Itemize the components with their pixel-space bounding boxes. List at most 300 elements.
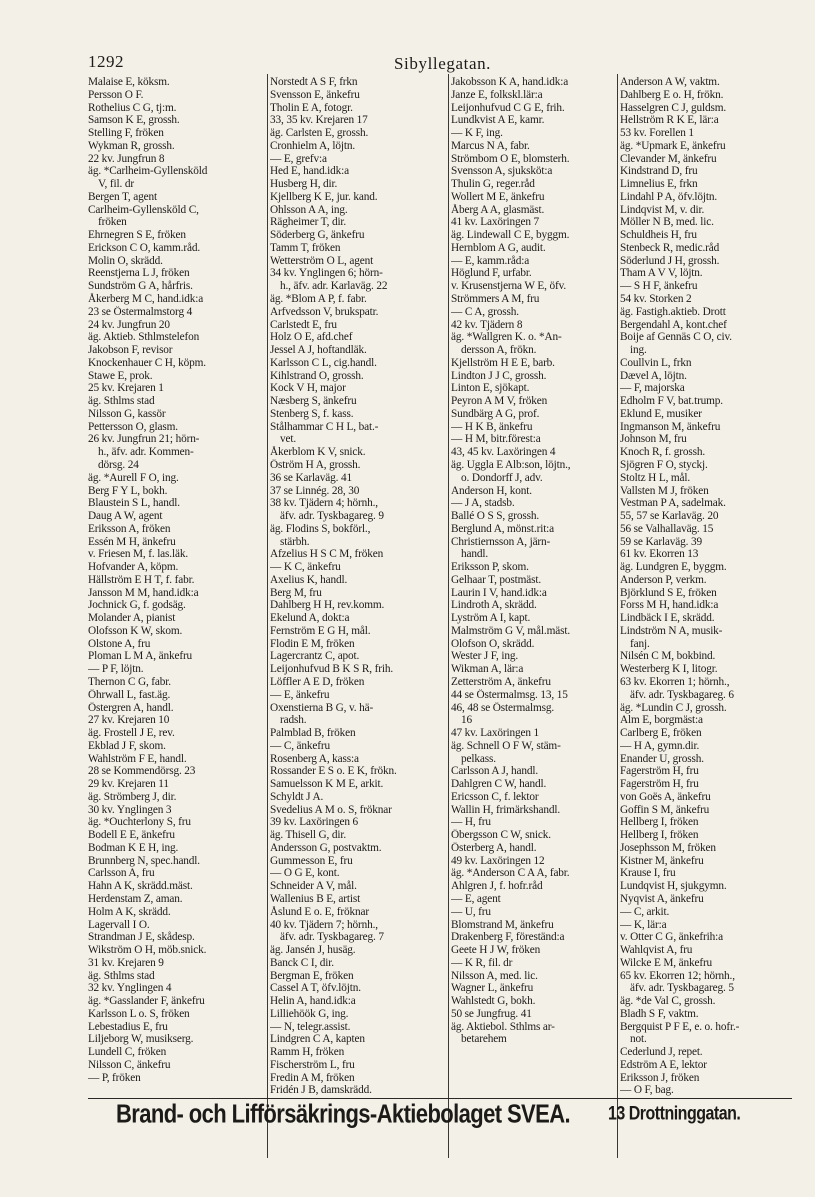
directory-entry: Carlberg E, fröken bbox=[620, 727, 702, 740]
directory-entry: — H M, bitr.förest:a bbox=[451, 433, 541, 446]
directory-entry: Coullvin L, frkn bbox=[620, 356, 692, 369]
directory-entry: — P F, löjtn. bbox=[88, 663, 144, 676]
directory-entry: Strömmers A M, fru bbox=[451, 293, 540, 306]
directory-entry: Liljeborg W, musikserg. bbox=[88, 1033, 194, 1046]
directory-entry: 42 kv. Tjädern 8 bbox=[451, 318, 523, 331]
directory-entry: Krause I, fru bbox=[620, 867, 676, 880]
directory-entry: Fernström E G H, mål. bbox=[270, 624, 371, 637]
directory-entry: Ericsson C, f. lektor bbox=[451, 790, 539, 803]
directory-entry: äg. Aktieb. Sthlmstelefon bbox=[88, 331, 200, 344]
directory-entry: Hällström E H T, f. fabr. bbox=[88, 573, 195, 586]
directory-entry: Jakobson F, revisor bbox=[88, 344, 173, 357]
directory-entry: Nilsson A, med. lic. bbox=[451, 969, 538, 982]
directory-entry: Blomstrand M, änkefru bbox=[451, 918, 554, 931]
directory-entry: 23 se Östermalmstorg 4 bbox=[88, 305, 193, 318]
directory-entry: Lagercrantz C, apot. bbox=[270, 650, 360, 663]
directory-entry: — U, fru bbox=[451, 905, 491, 918]
directory-entry: Zetterström A, änkefru bbox=[451, 675, 551, 688]
directory-entry: 59 se Karlaväg. 39 bbox=[620, 535, 702, 548]
directory-entry: 22 kv. Jungfrun 8 bbox=[88, 152, 165, 165]
directory-entry: Samson K E, grossh. bbox=[88, 114, 180, 127]
directory-entry: dersson A, frökn. bbox=[461, 344, 537, 357]
directory-entry: Lindahl P A, öfv.löjtn. bbox=[620, 190, 718, 203]
directory-entry: Kihlstrand O, grossh. bbox=[270, 369, 364, 382]
directory-entry: äg. *Lundin C J, grossh. bbox=[620, 701, 727, 714]
directory-entry: Forss M H, hand.idk:a bbox=[620, 599, 719, 612]
directory-entry: Berg F Y L, bokh. bbox=[88, 484, 168, 497]
directory-entry: pelkass. bbox=[461, 752, 496, 765]
directory-entry: äg. Jansén J, husäg. bbox=[270, 944, 356, 957]
directory-entry: Geete H J W, fröken bbox=[451, 944, 541, 957]
column-divider bbox=[617, 74, 618, 1158]
directory-entry: äg. Carlsten E, grossh. bbox=[270, 127, 369, 140]
directory-entry: 33, 35 kv. Krejaren 17 bbox=[270, 114, 368, 127]
directory-entry: Karlsson C L, cig.handl. bbox=[270, 356, 377, 369]
directory-entry: Tholin E A, fotogr. bbox=[270, 101, 353, 114]
directory-entry: Söderberg G, änkefru bbox=[270, 229, 365, 242]
directory-entry: fanj. bbox=[630, 637, 650, 650]
directory-entry: äfv. adr. Tyskbagareg. 6 bbox=[630, 688, 734, 701]
advertisement-footer bbox=[88, 1098, 792, 1129]
directory-entry: Holz O E, afd.chef bbox=[270, 331, 353, 344]
directory-entry: Tamm T, fröken bbox=[270, 241, 341, 254]
directory-entry: Janze E, folkskl.lär:a bbox=[451, 88, 543, 101]
directory-entry: 44 se Östermalmsg. 13, 15 bbox=[451, 688, 568, 701]
directory-entry: Goffin S M, änkefru bbox=[620, 803, 710, 816]
directory-entry: Svensson A, sjuksköt:a bbox=[451, 165, 553, 178]
directory-entry: Anderson P, verkm. bbox=[620, 573, 707, 586]
directory-entry: Ekelund A, dokt:a bbox=[270, 612, 350, 625]
directory-entry: Afzelius H S C M, fröken bbox=[270, 548, 384, 561]
directory-entry: Jansson M M, hand.idk:a bbox=[88, 586, 199, 599]
directory-entry: Sundbärg A G, prof. bbox=[451, 407, 540, 420]
directory-entry: 32 kv. Ynglingen 4 bbox=[88, 982, 172, 995]
directory-entry: 36 se Karlaväg. 41 bbox=[270, 471, 352, 484]
directory-entry: 30 kv. Ynglingen 3 bbox=[88, 803, 172, 816]
directory-entry: äg. *Aurell F O, ing. bbox=[88, 471, 179, 484]
directory-entry: Lilliehöök G, ing. bbox=[270, 1007, 349, 1020]
directory-entry: von Goës A, änkefru bbox=[620, 790, 711, 803]
directory-entry: Cronhielm A, löjtn. bbox=[270, 139, 356, 152]
directory-entry: Ehrnegren S E, fröken bbox=[88, 229, 186, 242]
directory-entry: Linton E, sjökapt. bbox=[451, 382, 530, 395]
directory-entry: Enander U, grossh. bbox=[620, 752, 704, 765]
directory-entry: Malaise E, köksm. bbox=[88, 76, 170, 88]
directory-entry: Ohlsson A A, ing. bbox=[270, 203, 348, 216]
directory-entry: Ballé O S S, grossh. bbox=[451, 510, 540, 523]
directory-entry: Carlsson A, fru bbox=[88, 867, 155, 880]
directory-entry: Öhrwall L, fast.äg. bbox=[88, 688, 171, 701]
directory-entry: Wikman A, lär:a bbox=[451, 663, 524, 676]
directory-entry: Lindbäck I E, skrädd. bbox=[620, 612, 715, 625]
directory-entry: Kindstrand D, fru bbox=[620, 165, 698, 178]
directory-entry: Öbergsson C W, snick. bbox=[451, 829, 551, 842]
directory-entry: Clevander M, änkefru bbox=[620, 152, 717, 165]
directory-entry: Josephsson M, fröken bbox=[620, 841, 716, 854]
directory-entry: Wester J F, ing. bbox=[451, 650, 519, 663]
directory-entry: Næsberg S, änkefru bbox=[270, 395, 357, 408]
directory-entry: Malmström G V, mål.mäst. bbox=[451, 624, 570, 637]
directory-entry: Brunnberg N, spec.handl. bbox=[88, 854, 200, 867]
directory-entry bbox=[451, 1084, 617, 1097]
directory-entry bbox=[451, 1046, 617, 1059]
directory-entry: äg. *Wallgren K. o. *An- bbox=[451, 331, 562, 344]
directory-entry: Hellberg I, fröken bbox=[620, 829, 699, 842]
directory-entry: Gelhaar T, postmäst. bbox=[451, 573, 542, 586]
directory-entry: Axelius K, handl. bbox=[270, 573, 348, 586]
directory-entry: Hernblom A G, audit. bbox=[451, 241, 546, 254]
directory-entry: Anderson H, kont. bbox=[451, 484, 532, 497]
directory-entry: — C, arkit. bbox=[620, 905, 670, 918]
directory-entry: Vestman P A, sadelmak. bbox=[620, 497, 726, 510]
directory-entry: vet. bbox=[280, 433, 297, 446]
directory-entry: äg. Strömberg J, dir. bbox=[88, 790, 177, 803]
directory-entry: — E, grefv:a bbox=[270, 152, 327, 165]
directory-entry: äg. *Blom A P, f. fabr. bbox=[270, 293, 367, 306]
directory-entry: Anderson A W, vaktm. bbox=[620, 76, 720, 88]
directory-entry: Lindqvist M, v. dir. bbox=[620, 203, 705, 216]
directory-entry: Fagerström H, fru bbox=[620, 765, 699, 778]
directory-entry: Pettersson O, glasm. bbox=[88, 420, 178, 433]
directory-entry: äg. Sthlms stad bbox=[88, 395, 155, 408]
directory-entry: Daug A W, agent bbox=[88, 510, 163, 523]
directory-entry: ing. bbox=[630, 344, 647, 357]
directory-entry: 54 kv. Storken 2 bbox=[620, 293, 692, 306]
directory-entry: 25 kv. Krejaren 1 bbox=[88, 382, 164, 395]
directory-entry: Ahlgren J, f. hofr.råd bbox=[451, 880, 543, 893]
directory-entry: Herdenstam Z, aman. bbox=[88, 893, 183, 905]
directory-entry: Åslund E o. E, fröknar bbox=[270, 905, 369, 918]
directory-entry: Tham A V V, löjtn. bbox=[620, 267, 703, 280]
directory-entry: äg. Fastigh.aktieb. Drott bbox=[620, 305, 726, 318]
directory-entry: Vallsten M J, fröken bbox=[620, 484, 709, 497]
directory-entry: 55, 57 se Karlaväg. 20 bbox=[620, 510, 719, 523]
directory-entry: Hellberg I, fröken bbox=[620, 816, 699, 829]
directory-entry: — E, kamm.råd:a bbox=[451, 254, 530, 267]
directory-entry: — P, fröken bbox=[88, 1071, 141, 1084]
directory-entry: Knoch R, f. grossh. bbox=[620, 446, 706, 459]
directory-entry: Svensson E, änkefru bbox=[270, 88, 360, 101]
directory-entry: äg. *Gasslander F, änkefru bbox=[88, 995, 205, 1008]
directory-entry: h., äfv. adr. Karlaväg. 22 bbox=[280, 280, 388, 293]
directory-entry: Hed E, hand.idk:a bbox=[270, 165, 350, 178]
directory-entry bbox=[451, 1072, 617, 1085]
directory-entry: Marcus N A, fabr. bbox=[451, 139, 530, 152]
directory-entry: Carlheim-Gyllensköld C, bbox=[88, 203, 199, 216]
directory-entry: Schyldt J A. bbox=[270, 790, 324, 803]
directory-entry: betarehem bbox=[461, 1033, 507, 1046]
directory-entry: 43, 45 kv. Laxöringen 4 bbox=[451, 446, 556, 459]
directory-entry: — F, majorska bbox=[620, 382, 685, 395]
directory-entry: 39 kv. Laxöringen 6 bbox=[270, 816, 359, 829]
directory-entry: Laurin I V, hand.idk:a bbox=[451, 586, 547, 599]
directory-entry: Kjellberg K E, jur. kand. bbox=[270, 190, 378, 203]
directory-entry: Limnelius E, frkn bbox=[620, 178, 698, 191]
directory-entry: Östergren A, handl. bbox=[88, 701, 174, 714]
directory-entry: 40 kv. Tjädern 7; hörnh., bbox=[270, 918, 378, 931]
directory-entry: Dahlberg E o. H, frökn. bbox=[620, 88, 724, 101]
directory-entry: Hellström R K E, lär:a bbox=[620, 114, 719, 127]
directory-entry: Nilsson G, kassör bbox=[88, 407, 166, 420]
directory-entry: Eriksson A, fröken bbox=[88, 522, 171, 535]
directory-entry: äg. Aktiebol. Sthlms ar- bbox=[451, 1020, 555, 1033]
directory-column-2 bbox=[270, 76, 448, 1097]
directory-entry: — N, telegr.assist. bbox=[270, 1020, 351, 1033]
directory-entry: Wagner L, änkefru bbox=[451, 982, 534, 995]
directory-entry: Lindroth A, skrädd. bbox=[451, 599, 537, 612]
directory-entry: Samuelsson K M E, arkit. bbox=[270, 778, 384, 791]
directory-entry: 61 kv. Ekorren 13 bbox=[620, 548, 699, 561]
directory-entry: Åkerberg M C, hand.idk:a bbox=[88, 293, 204, 306]
directory-entry: Westerberg K I, litogr. bbox=[620, 663, 718, 676]
directory-entry: Wollert M E, änkefru bbox=[451, 190, 545, 203]
directory-entry: Strömbom O E, blomsterh. bbox=[451, 152, 570, 165]
directory-entry: h., äfv. adr. Kommen- bbox=[98, 446, 194, 459]
directory-entry: Löffler A E D, fröken bbox=[270, 675, 365, 688]
directory-entry: Höglund F, urfabr. bbox=[451, 267, 532, 280]
directory-entry: — O G E, kont. bbox=[270, 867, 340, 880]
directory-entry: Edström A E, lektor bbox=[620, 1058, 707, 1071]
directory-entry: Bodell E E, änkefru bbox=[88, 829, 175, 842]
directory-entry: Thernon C G, fabr. bbox=[88, 675, 171, 688]
directory-entry: 56 se Valhallaväg. 15 bbox=[620, 522, 714, 535]
directory-entry: äfv. adr. Tyskbagareg. 7 bbox=[280, 931, 384, 944]
directory-entry: Schuldheis H, fru bbox=[620, 229, 697, 242]
directory-entry: o. Dondorff J, adv. bbox=[461, 471, 543, 484]
directory-entry: äg. Thisell G, dir. bbox=[270, 829, 347, 842]
directory-entry: Lindström N A, musik- bbox=[620, 624, 723, 637]
directory-entry: Carlsson A J, handl. bbox=[451, 765, 539, 778]
directory-entry: — H A, gymn.dir. bbox=[620, 739, 700, 752]
directory-entry: Nyqvist A, änkefru bbox=[620, 893, 704, 905]
directory-entry: Banck C I, dir. bbox=[270, 956, 334, 969]
directory-entry: Rägheimer T, dir. bbox=[270, 216, 347, 229]
directory-entry: Stenbeck R, medic.råd bbox=[620, 241, 720, 254]
directory-entry: Lindgren C A, kapten bbox=[270, 1033, 365, 1046]
directory-entry: — E, änkefru bbox=[270, 688, 330, 701]
directory-entry: Kistner M, änkefru bbox=[620, 854, 704, 867]
directory-entry: Molin O, skrädd. bbox=[88, 254, 163, 267]
directory-entry: — K C, änkefru bbox=[270, 561, 341, 574]
directory-entry: Olstone A, fru bbox=[88, 637, 151, 650]
directory-entry: Sjögren F O, styckj. bbox=[620, 458, 708, 471]
directory-column-1 bbox=[88, 76, 268, 1084]
directory-entry: Persson O F. bbox=[88, 88, 144, 101]
directory-entry: Åkerblom K V, snick. bbox=[270, 446, 366, 459]
directory-entry: Jochnick G, f. godsäg. bbox=[88, 599, 186, 612]
directory-entry: — H, fru bbox=[451, 816, 491, 829]
advertiser-name: Brand- och Lifförsäkrings-Aktiebolaget SVEA. bbox=[116, 1099, 571, 1129]
directory-entry: Wikström O H, möb.snick. bbox=[88, 944, 207, 957]
page-number: 1292 bbox=[88, 52, 124, 71]
directory-entry: Åberg A A, glasmäst. bbox=[451, 203, 545, 216]
directory-entry: radsh. bbox=[280, 714, 307, 727]
directory-entry: — C A, grossh. bbox=[451, 305, 519, 318]
directory-entry: äg. *Ouchterlony S, fru bbox=[88, 816, 191, 829]
directory-entry: Stawe E, prok. bbox=[88, 369, 153, 382]
directory-entry: Lebestadius E, fru bbox=[88, 1020, 168, 1033]
directory-entry: Leijonhufvud C G E, frih. bbox=[451, 101, 565, 114]
directory-entry: Hofvander A, köpm. bbox=[88, 561, 179, 574]
advertiser-address: 13 Drottninggatan. bbox=[608, 1104, 741, 1125]
directory-entry: Wallin H, frimärkshandl. bbox=[451, 803, 561, 816]
directory-entry: Kjellström H E E, barb. bbox=[451, 356, 555, 369]
directory-entry: Wahlqvist A, fru bbox=[620, 944, 693, 957]
directory-entry: 50 se Jungfrug. 41 bbox=[451, 1007, 532, 1020]
directory-entry: Karlsson L o. S, fröken bbox=[88, 1007, 190, 1020]
directory-entry: Stelling F, fröken bbox=[88, 127, 164, 140]
directory-entry: 34 kv. Ynglingen 6; hörn- bbox=[270, 267, 383, 280]
directory-entry: Österberg A, handl. bbox=[451, 841, 537, 854]
directory-entry: — O F, bag. bbox=[620, 1084, 674, 1097]
directory-entry bbox=[451, 1059, 617, 1072]
directory-entry: äg. Lindewall C E, byggm. bbox=[451, 229, 570, 242]
directory-entry: Dahlberg H H, rev.komm. bbox=[270, 599, 385, 612]
directory-entry: handl. bbox=[461, 548, 489, 561]
directory-entry: Nilsén C M, bokbind. bbox=[620, 650, 716, 663]
directory-entry: Bergquist P F E, e. o. hofr.- bbox=[620, 1020, 740, 1033]
directory-entry: äg. Lundgren E, byggm. bbox=[620, 561, 727, 574]
directory-entry: — K, lär:a bbox=[620, 918, 667, 931]
directory-entry: Thulin G, reger.råd bbox=[451, 178, 535, 191]
directory-entry: Oxenstierna B G, v. hä- bbox=[270, 701, 374, 714]
directory-column-3 bbox=[451, 76, 617, 1097]
directory-entry: 41 kv. Laxöringen 7 bbox=[451, 216, 540, 229]
directory-entry: 29 kv. Krejaren 11 bbox=[88, 778, 169, 791]
directory-entry: Helin A, hand.idk:a bbox=[270, 995, 356, 1008]
directory-entry: Husberg H, dir. bbox=[270, 178, 338, 191]
directory-entry: dörsg. 24 bbox=[98, 458, 139, 471]
directory-entry: — C, änkefru bbox=[270, 739, 331, 752]
directory-entry: äfv. adr. Tyskbagareg. 5 bbox=[630, 982, 734, 995]
directory-entry: v. Otter C G, änkefrih:a bbox=[620, 931, 723, 944]
directory-entry: 16 bbox=[461, 714, 472, 727]
directory-entry: äg. Schnell O F W, stäm- bbox=[451, 739, 561, 752]
directory-entry: Olofsson K W, skom. bbox=[88, 624, 183, 637]
directory-entry: Gummesson E, fru bbox=[270, 854, 353, 867]
directory-column-4 bbox=[620, 76, 804, 1097]
directory-entry: Erickson C O, kamm.råd. bbox=[88, 241, 201, 254]
directory-entry: Hasselgren C J, guldsm. bbox=[620, 101, 727, 114]
directory-entry: Svedelius A M o. S, fröknar bbox=[270, 803, 392, 816]
directory-entry: Stenberg S, f. kass. bbox=[270, 407, 354, 420]
directory-entry: äg. *Anderson C A A, fabr. bbox=[451, 867, 570, 880]
directory-entry: Lagervall I O. bbox=[88, 918, 150, 931]
directory-entry: Rossander E S o. E K, frökn. bbox=[270, 765, 397, 778]
directory-entry: Dævel A, löjtn. bbox=[620, 369, 687, 382]
directory-entry: 37 se Linnég. 28, 30 bbox=[270, 484, 360, 497]
directory-entry: 63 kv. Ekorren 1; hörnh., bbox=[620, 675, 730, 688]
directory-entry: — K R, fil. dr bbox=[451, 956, 513, 969]
directory-entry: fröken bbox=[98, 216, 127, 229]
directory-entry: Cederlund J, repet. bbox=[620, 1046, 703, 1059]
directory-entry: Andersson G, postvaktm. bbox=[270, 841, 382, 854]
directory-entry: Eriksson J, fröken bbox=[620, 1071, 700, 1084]
directory-entry: äg. *de Val C, grossh. bbox=[620, 995, 716, 1008]
directory-entry: Ploman L M A, änkefru bbox=[88, 650, 193, 663]
directory-entry: Berglund A, mönst.rit:a bbox=[451, 522, 555, 535]
directory-entry: Sundström G A, hårfris. bbox=[88, 280, 193, 293]
directory-entry: Wykman R, grossh. bbox=[88, 139, 175, 152]
directory-entry: Eklund E, musiker bbox=[620, 407, 702, 420]
directory-entry: Peyron A M V, fröken bbox=[451, 395, 548, 408]
directory-entry: Arfvedsson V, brukspatr. bbox=[270, 305, 379, 318]
directory-entry: — K F, ing. bbox=[451, 127, 503, 140]
directory-entry: Wallenius B E, artist bbox=[270, 893, 361, 905]
directory-entry: äg. Sthlms stad bbox=[88, 969, 155, 982]
directory-entry: 28 se Kommendörsg. 23 bbox=[88, 765, 196, 778]
directory-entry: not. bbox=[630, 1033, 647, 1046]
directory-entry: Blaustein S L, handl. bbox=[88, 497, 180, 510]
directory-entry: Kock V H, major bbox=[270, 382, 346, 395]
directory-entry: Bladh S F, vaktm. bbox=[620, 1007, 699, 1020]
directory-entry: Fredin A M, fröken bbox=[270, 1071, 355, 1084]
directory-entry: Söderlund J H, grossh. bbox=[620, 254, 720, 267]
directory-entry: Bodman K E H, ing. bbox=[88, 841, 179, 854]
directory-entry: Fagerström H, fru bbox=[620, 778, 699, 791]
directory-entry: Reenstjerna L J, fröken bbox=[88, 267, 190, 280]
directory-entry: Fischerström L, fru bbox=[270, 1058, 355, 1071]
directory-entry: 24 kv. Jungfrun 20 bbox=[88, 318, 170, 331]
directory-entry: Jakobsson K A, hand.idk:a bbox=[451, 76, 569, 88]
directory-entry: Ramm H, fröken bbox=[270, 1046, 345, 1059]
directory-entry: 26 kv. Jungfrun 21; hörn- bbox=[88, 433, 200, 446]
directory-entry: Knockenhauer C H, köpm. bbox=[88, 356, 206, 369]
directory-entry: 49 kv. Laxöringen 12 bbox=[451, 854, 545, 867]
directory-entry: Bergendahl A, kont.chef bbox=[620, 318, 727, 331]
directory-entry: 31 kv. Krejaren 9 bbox=[88, 956, 164, 969]
directory-entry: Wilcke E M, änkefru bbox=[620, 956, 713, 969]
directory-entry: Hahn A K, skrädd.mäst. bbox=[88, 880, 193, 893]
directory-entry: 47 kv. Laxöringen 1 bbox=[451, 727, 540, 740]
directory-entry: Carlstedt E, fru bbox=[270, 318, 337, 331]
directory-entry: Molander A, pianist bbox=[88, 612, 176, 625]
directory-entry: 38 kv. Tjädern 4; hörnh., bbox=[270, 497, 378, 510]
directory-entry: Lundkvist A E, kamr. bbox=[451, 114, 545, 127]
page-title: Sibyllegatan. bbox=[394, 54, 492, 73]
directory-entry: Edholm F V, bat.trump. bbox=[620, 395, 723, 408]
directory-entry: äg. Uggla E Alb:son, löjtn., bbox=[451, 458, 571, 471]
directory-entry: — S H F, änkefru bbox=[620, 280, 698, 293]
directory-entry: V, fil. dr bbox=[98, 178, 134, 191]
directory-entry: Öström H A, grossh. bbox=[270, 458, 361, 471]
directory-entry: Eriksson P, skom. bbox=[451, 561, 529, 574]
directory-entry: Fridén J B, damskrädd. bbox=[270, 1084, 372, 1097]
directory-entry: Bergman E, fröken bbox=[270, 969, 354, 982]
directory-entry: — E, agent bbox=[451, 893, 501, 905]
directory-entry: äg. *Upmark E, änkefru bbox=[620, 139, 726, 152]
directory-entry: Wahlstedt G, bokh. bbox=[451, 995, 536, 1008]
directory-entry: äg. *Carlheim-Gyllensköld bbox=[88, 165, 208, 178]
directory-entry: Cassel A T, öfv.löjtn. bbox=[270, 982, 361, 995]
directory-entry: Holm A K, skrädd. bbox=[88, 905, 171, 918]
directory-entry: Wahlström F E, handl. bbox=[88, 752, 187, 765]
column-divider bbox=[448, 74, 449, 1158]
directory-entry: Drakenberg F, föreständ:a bbox=[451, 931, 565, 944]
directory-entry: Rothelius C G, tj:m. bbox=[88, 101, 177, 114]
directory-entry: Stoltz H L, mål. bbox=[620, 471, 691, 484]
directory-entry: Dahlgren C W, handl. bbox=[451, 778, 547, 791]
directory-entry: Berg M, fru bbox=[270, 586, 322, 599]
directory-entry: Möller N B, med. lic. bbox=[620, 216, 714, 229]
directory-entry: Christiernsson A, järn- bbox=[451, 535, 551, 548]
directory-entry: 65 kv. Ekorren 12; hörnh., bbox=[620, 969, 735, 982]
directory-entry: Björklund S E, fröken bbox=[620, 586, 717, 599]
directory-entry: Norstedt A S F, frkn bbox=[270, 76, 358, 88]
directory-entry: Stålhammar C H L, bat.- bbox=[270, 420, 379, 433]
directory-entry: Lyström A I, kapt. bbox=[451, 612, 531, 625]
directory-entry: Palmblad B, fröken bbox=[270, 727, 356, 740]
